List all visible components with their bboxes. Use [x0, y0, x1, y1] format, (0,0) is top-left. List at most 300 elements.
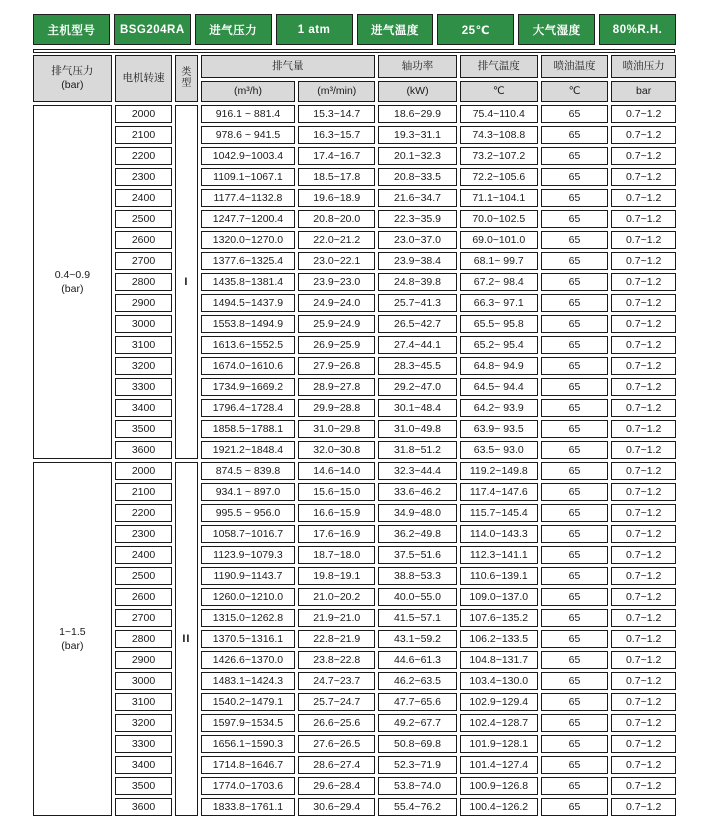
- table-row: [33, 462, 676, 480]
- oil-pressure-cell: 0.7~1.2: [611, 252, 676, 270]
- oil-temp-cell: 65: [541, 252, 609, 270]
- shaft-power-cell: 46.2~63.5: [378, 672, 457, 690]
- table-row: [33, 483, 676, 501]
- motor-speed-cell: 3000: [115, 672, 173, 690]
- air-delivery-m3min-cell: 23.0~22.1: [298, 252, 375, 270]
- oil-temp-cell: 65: [541, 567, 609, 585]
- intake-temp-value: 25℃: [437, 14, 514, 45]
- motor-speed-cell: 2200: [115, 504, 173, 522]
- air-delivery-m3min-cell: 18.7~18.0: [298, 546, 375, 564]
- motor-speed-cell: 3100: [115, 336, 173, 354]
- unit-celsius-oil: ℃: [541, 81, 609, 102]
- table-row: [33, 756, 676, 774]
- col-header-air-delivery: 排气量: [201, 55, 376, 78]
- discharge-temp-cell: 71.1~104.1: [460, 189, 538, 207]
- shaft-power-cell: 33.6~46.2: [378, 483, 457, 501]
- table-row: [33, 189, 676, 207]
- shaft-power-cell: 31.8~51.2: [378, 441, 457, 459]
- oil-pressure-cell: 0.7~1.2: [611, 105, 676, 123]
- table-row: [33, 567, 676, 585]
- air-delivery-m3h-cell: 1315.0~1262.8: [201, 609, 296, 627]
- oil-temp-cell: 65: [541, 420, 609, 438]
- discharge-pressure-unit: (bar): [61, 78, 84, 91]
- unit-bar: bar: [611, 81, 676, 102]
- motor-speed-cell: 3300: [115, 378, 173, 396]
- table-row: [33, 777, 676, 795]
- table-row: [33, 273, 676, 291]
- oil-pressure-cell: 0.7~1.2: [611, 777, 676, 795]
- table-row: [33, 798, 676, 816]
- table-row: [33, 420, 676, 438]
- motor-speed-cell: 3200: [115, 714, 173, 732]
- motor-speed-cell: 3500: [115, 777, 173, 795]
- discharge-temp-cell: 73.2~107.2: [460, 147, 538, 165]
- air-delivery-m3min-cell: 15.6~15.0: [298, 483, 375, 501]
- table-row: [33, 546, 676, 564]
- type-cell: I: [175, 105, 197, 459]
- air-delivery-m3min-cell: 25.7~24.7: [298, 693, 375, 711]
- air-delivery-m3h-cell: 1921.2~1848.4: [201, 441, 296, 459]
- oil-pressure-cell: 0.7~1.2: [611, 231, 676, 249]
- motor-speed-cell: 2100: [115, 483, 173, 501]
- col-header-shaft-power: 轴功率: [378, 55, 457, 78]
- discharge-temp-cell: 102.9~129.4: [460, 693, 538, 711]
- col-header-discharge-pressure: [33, 55, 112, 102]
- oil-temp-cell: 65: [541, 336, 609, 354]
- shaft-power-cell: 38.8~53.3: [378, 567, 457, 585]
- air-delivery-m3min-cell: 22.8~21.9: [298, 630, 375, 648]
- table-row: [33, 735, 676, 753]
- type-cell: II: [175, 462, 197, 816]
- oil-temp-cell: 65: [541, 399, 609, 417]
- shaft-power-cell: 37.5~51.6: [378, 546, 457, 564]
- oil-pressure-cell: 0.7~1.2: [611, 714, 676, 732]
- discharge-temp-cell: 63.5~ 93.0: [460, 441, 538, 459]
- oil-pressure-cell: 0.7~1.2: [611, 504, 676, 522]
- table-row: [33, 147, 676, 165]
- table-row: [33, 378, 676, 396]
- intake-pressure-value: 1 atm: [276, 14, 353, 45]
- shaft-power-cell: 47.7~65.6: [378, 693, 457, 711]
- air-delivery-m3h-cell: 1483.1~1424.3: [201, 672, 296, 690]
- intake-temp-label: 进气温度: [357, 14, 434, 45]
- oil-temp-cell: 65: [541, 504, 609, 522]
- oil-temp-cell: 65: [541, 357, 609, 375]
- oil-pressure-cell: 0.7~1.2: [611, 336, 676, 354]
- shaft-power-cell: 52.3~71.9: [378, 756, 457, 774]
- air-delivery-m3min-cell: 31.0~29.8: [298, 420, 375, 438]
- type-char-1: 类: [181, 67, 192, 78]
- air-delivery-m3h-cell: 1370.5~1316.1: [201, 630, 296, 648]
- humidity-value: 80%R.H.: [599, 14, 676, 45]
- oil-temp-cell: 65: [541, 168, 609, 186]
- air-delivery-m3h-cell: 1774.0~1703.6: [201, 777, 296, 795]
- shaft-power-cell: 41.5~57.1: [378, 609, 457, 627]
- air-delivery-m3min-cell: 19.8~19.1: [298, 567, 375, 585]
- shaft-power-cell: 22.3~35.9: [378, 210, 457, 228]
- air-delivery-m3h-cell: 1833.8~1761.1: [201, 798, 296, 816]
- discharge-temp-cell: 69.0~101.0: [460, 231, 538, 249]
- air-delivery-m3min-cell: 20.8~20.0: [298, 210, 375, 228]
- air-delivery-m3h-cell: 1058.7~1016.7: [201, 525, 296, 543]
- air-delivery-m3h-cell: 1190.9~1143.7: [201, 567, 296, 585]
- air-delivery-m3h-cell: 1123.9~1079.3: [201, 546, 296, 564]
- oil-pressure-cell: 0.7~1.2: [611, 273, 676, 291]
- oil-pressure-cell: 0.7~1.2: [611, 420, 676, 438]
- motor-speed-cell: 2900: [115, 651, 173, 669]
- shaft-power-cell: 32.3~44.4: [378, 462, 457, 480]
- motor-speed-cell: 2000: [115, 462, 173, 480]
- air-delivery-m3min-cell: 24.7~23.7: [298, 672, 375, 690]
- shaft-power-cell: 26.5~42.7: [378, 315, 457, 333]
- shaft-power-cell: 29.2~47.0: [378, 378, 457, 396]
- oil-temp-cell: 65: [541, 672, 609, 690]
- air-delivery-m3h-cell: 1656.1~1590.3: [201, 735, 296, 753]
- shaft-power-cell: 28.3~45.5: [378, 357, 457, 375]
- air-delivery-m3min-cell: 23.8~22.8: [298, 651, 375, 669]
- air-delivery-m3h-cell: 1042.9~1003.4: [201, 147, 296, 165]
- shaft-power-cell: 30.1~48.4: [378, 399, 457, 417]
- intake-pressure-label: 进气压力: [195, 14, 272, 45]
- discharge-temp-cell: 107.6~135.2: [460, 609, 538, 627]
- table-row: [33, 336, 676, 354]
- table-row: [33, 588, 676, 606]
- oil-temp-cell: 65: [541, 630, 609, 648]
- shaft-power-cell: 34.9~48.0: [378, 504, 457, 522]
- shaft-power-cell: 23.0~37.0: [378, 231, 457, 249]
- air-delivery-m3h-cell: 1494.5~1437.9: [201, 294, 296, 312]
- discharge-temp-cell: 112.3~141.1: [460, 546, 538, 564]
- motor-speed-cell: 3000: [115, 315, 173, 333]
- discharge-temp-cell: 64.2~ 93.9: [460, 399, 538, 417]
- motor-speed-cell: 3400: [115, 756, 173, 774]
- oil-temp-cell: 65: [541, 378, 609, 396]
- type-char-2: 型: [181, 77, 192, 89]
- discharge-temp-cell: 67.2~ 98.4: [460, 273, 538, 291]
- oil-pressure-cell: 0.7~1.2: [611, 798, 676, 816]
- air-delivery-m3min-cell: 27.9~26.8: [298, 357, 375, 375]
- oil-temp-cell: 65: [541, 126, 609, 144]
- motor-speed-cell: 3600: [115, 441, 173, 459]
- oil-pressure-cell: 0.7~1.2: [611, 399, 676, 417]
- pressure-range: 0.4~0.9: [54, 268, 91, 281]
- discharge-temp-cell: 103.4~130.0: [460, 672, 538, 690]
- oil-temp-cell: 65: [541, 651, 609, 669]
- oil-temp-cell: 65: [541, 441, 609, 459]
- oil-pressure-cell: 0.7~1.2: [611, 756, 676, 774]
- table-row: [33, 105, 676, 123]
- col-header-type: [175, 55, 197, 102]
- oil-pressure-cell: 0.7~1.2: [611, 525, 676, 543]
- air-delivery-m3min-cell: 15.3~14.7: [298, 105, 375, 123]
- air-delivery-m3min-cell: 32.0~30.8: [298, 441, 375, 459]
- air-delivery-m3min-cell: 18.5~17.8: [298, 168, 375, 186]
- table-row: [33, 399, 676, 417]
- oil-pressure-cell: 0.7~1.2: [611, 168, 676, 186]
- oil-temp-cell: 65: [541, 210, 609, 228]
- discharge-temp-cell: 106.2~133.5: [460, 630, 538, 648]
- discharge-pressure-label: 排气压力: [51, 65, 94, 78]
- shaft-power-cell: 36.2~49.8: [378, 525, 457, 543]
- oil-pressure-cell: 0.7~1.2: [611, 567, 676, 585]
- motor-speed-cell: 2200: [115, 147, 173, 165]
- shaft-power-cell: 40.0~55.0: [378, 588, 457, 606]
- oil-pressure-cell: 0.7~1.2: [611, 210, 676, 228]
- oil-pressure-cell: 0.7~1.2: [611, 462, 676, 480]
- discharge-temp-cell: 64.8~ 94.9: [460, 357, 538, 375]
- oil-temp-cell: 65: [541, 273, 609, 291]
- air-delivery-m3min-cell: 30.6~29.4: [298, 798, 375, 816]
- oil-pressure-cell: 0.7~1.2: [611, 588, 676, 606]
- air-delivery-m3min-cell: 27.6~26.5: [298, 735, 375, 753]
- table-row: [33, 210, 676, 228]
- air-delivery-m3h-cell: 1435.8~1381.4: [201, 273, 296, 291]
- air-delivery-m3min-cell: 17.4~16.7: [298, 147, 375, 165]
- air-delivery-m3min-cell: 19.6~18.9: [298, 189, 375, 207]
- air-delivery-m3min-cell: 28.6~27.4: [298, 756, 375, 774]
- air-delivery-m3min-cell: 16.6~15.9: [298, 504, 375, 522]
- table-row: [33, 630, 676, 648]
- shaft-power-cell: 20.1~32.3: [378, 147, 457, 165]
- oil-pressure-cell: 0.7~1.2: [611, 609, 676, 627]
- table-row: [33, 651, 676, 669]
- shaft-power-cell: 43.1~59.2: [378, 630, 457, 648]
- pressure-range: 1~1.5: [59, 625, 86, 638]
- pressure-unit: (bar): [61, 640, 84, 652]
- motor-speed-cell: 3500: [115, 420, 173, 438]
- discharge-temp-cell: 68.1~ 99.7: [460, 252, 538, 270]
- oil-pressure-cell: 0.7~1.2: [611, 546, 676, 564]
- air-delivery-m3h-cell: 916.1 ~ 881.4: [201, 105, 296, 123]
- motor-speed-cell: 2600: [115, 588, 173, 606]
- table-row: [33, 357, 676, 375]
- air-delivery-m3h-cell: 1858.5~1788.1: [201, 420, 296, 438]
- shaft-power-cell: 55.4~76.2: [378, 798, 457, 816]
- discharge-temp-cell: 70.0~102.5: [460, 210, 538, 228]
- col-header-motor-speed: 电机转速: [115, 55, 173, 102]
- air-delivery-m3h-cell: 1320.0~1270.0: [201, 231, 296, 249]
- air-delivery-m3h-cell: 1247.7~1200.4: [201, 210, 296, 228]
- air-delivery-m3h-cell: 995.5 ~ 956.0: [201, 504, 296, 522]
- oil-pressure-cell: 0.7~1.2: [611, 693, 676, 711]
- discharge-temp-cell: 100.9~126.8: [460, 777, 538, 795]
- discharge-temp-cell: 74.3~108.8: [460, 126, 538, 144]
- motor-speed-cell: 2300: [115, 525, 173, 543]
- table-row: [33, 672, 676, 690]
- oil-temp-cell: 65: [541, 693, 609, 711]
- motor-speed-cell: 2100: [115, 126, 173, 144]
- host-model-value: BSG204RA: [114, 14, 191, 45]
- unit-kw: (kW): [378, 81, 457, 102]
- top-header-row: [33, 14, 676, 45]
- unit-m3h: (m³/h): [201, 81, 296, 102]
- discharge-temp-cell: 104.8~131.7: [460, 651, 538, 669]
- shaft-power-cell: 49.2~67.7: [378, 714, 457, 732]
- motor-speed-cell: 3200: [115, 357, 173, 375]
- table-row: [33, 525, 676, 543]
- air-delivery-m3h-cell: 1734.9~1669.2: [201, 378, 296, 396]
- oil-temp-cell: 65: [541, 777, 609, 795]
- oil-pressure-cell: 0.7~1.2: [611, 315, 676, 333]
- air-delivery-m3h-cell: 1553.8~1494.9: [201, 315, 296, 333]
- air-delivery-m3min-cell: 21.0~20.2: [298, 588, 375, 606]
- oil-temp-cell: 65: [541, 294, 609, 312]
- oil-temp-cell: 65: [541, 483, 609, 501]
- air-delivery-m3min-cell: 29.9~28.8: [298, 399, 375, 417]
- table-row: [33, 252, 676, 270]
- motor-speed-cell: 2800: [115, 630, 173, 648]
- motor-speed-cell: 2400: [115, 189, 173, 207]
- table-row: [33, 294, 676, 312]
- pressure-group-cell: [33, 105, 112, 459]
- discharge-temp-cell: 109.0~137.0: [460, 588, 538, 606]
- air-delivery-m3h-cell: 1377.6~1325.4: [201, 252, 296, 270]
- oil-temp-cell: 65: [541, 147, 609, 165]
- oil-pressure-cell: 0.7~1.2: [611, 357, 676, 375]
- shaft-power-cell: 25.7~41.3: [378, 294, 457, 312]
- air-delivery-m3h-cell: 1260.0~1210.0: [201, 588, 296, 606]
- discharge-temp-cell: 63.9~ 93.5: [460, 420, 538, 438]
- air-delivery-m3h-cell: 1426.6~1370.0: [201, 651, 296, 669]
- discharge-temp-cell: 117.4~147.6: [460, 483, 538, 501]
- air-delivery-m3h-cell: 1674.0~1610.6: [201, 357, 296, 375]
- shaft-power-cell: 20.8~33.5: [378, 168, 457, 186]
- table-row: [33, 168, 676, 186]
- oil-temp-cell: 65: [541, 189, 609, 207]
- air-delivery-m3h-cell: 978.6 ~ 941.5: [201, 126, 296, 144]
- discharge-temp-cell: 119.2~149.8: [460, 462, 538, 480]
- table-row: [33, 693, 676, 711]
- air-delivery-m3min-cell: 14.6~14.0: [298, 462, 375, 480]
- discharge-temp-cell: 110.6~139.1: [460, 567, 538, 585]
- oil-pressure-cell: 0.7~1.2: [611, 483, 676, 501]
- motor-speed-cell: 2800: [115, 273, 173, 291]
- unit-m3min: (m³/min): [298, 81, 375, 102]
- shaft-power-cell: 19.3~31.1: [378, 126, 457, 144]
- air-delivery-m3h-cell: 1796.4~1728.4: [201, 399, 296, 417]
- oil-pressure-cell: 0.7~1.2: [611, 630, 676, 648]
- oil-pressure-cell: 0.7~1.2: [611, 735, 676, 753]
- oil-pressure-cell: 0.7~1.2: [611, 672, 676, 690]
- motor-speed-cell: 3600: [115, 798, 173, 816]
- air-delivery-m3min-cell: 25.9~24.9: [298, 315, 375, 333]
- discharge-temp-cell: 114.0~143.3: [460, 525, 538, 543]
- motor-speed-cell: 3300: [115, 735, 173, 753]
- motor-speed-cell: 3100: [115, 693, 173, 711]
- shaft-power-cell: 23.9~38.4: [378, 252, 457, 270]
- shaft-power-cell: 50.8~69.8: [378, 735, 457, 753]
- discharge-temp-cell: 102.4~128.7: [460, 714, 538, 732]
- unit-celsius-discharge: ℃: [460, 81, 538, 102]
- air-delivery-m3min-cell: 16.3~15.7: [298, 126, 375, 144]
- air-delivery-m3min-cell: 23.9~23.0: [298, 273, 375, 291]
- pressure-group-cell: [33, 462, 112, 816]
- discharge-temp-cell: 66.3~ 97.1: [460, 294, 538, 312]
- air-delivery-m3min-cell: 26.9~25.9: [298, 336, 375, 354]
- air-delivery-m3min-cell: 24.9~24.0: [298, 294, 375, 312]
- table-row: [33, 441, 676, 459]
- shaft-power-cell: 21.6~34.7: [378, 189, 457, 207]
- host-model-label: 主机型号: [33, 14, 110, 45]
- oil-temp-cell: 65: [541, 714, 609, 732]
- table-row: [33, 609, 676, 627]
- discharge-temp-cell: 65.2~ 95.4: [460, 336, 538, 354]
- table-row: [33, 714, 676, 732]
- air-delivery-m3h-cell: 934.1 ~ 897.0: [201, 483, 296, 501]
- discharge-temp-cell: 75.4~110.4: [460, 105, 538, 123]
- motor-speed-cell: 2500: [115, 567, 173, 585]
- pressure-unit: (bar): [61, 283, 84, 295]
- discharge-temp-cell: 72.2~105.6: [460, 168, 538, 186]
- motor-speed-cell: 2500: [115, 210, 173, 228]
- air-delivery-m3h-cell: 1613.6~1552.5: [201, 336, 296, 354]
- oil-pressure-cell: 0.7~1.2: [611, 189, 676, 207]
- motor-speed-cell: 2000: [115, 105, 173, 123]
- discharge-temp-cell: 115.7~145.4: [460, 504, 538, 522]
- discharge-temp-cell: 101.4~127.4: [460, 756, 538, 774]
- oil-temp-cell: 65: [541, 546, 609, 564]
- oil-temp-cell: 65: [541, 315, 609, 333]
- table-row: [33, 126, 676, 144]
- oil-pressure-cell: 0.7~1.2: [611, 378, 676, 396]
- air-delivery-m3h-cell: 1177.4~1132.8: [201, 189, 296, 207]
- air-delivery-m3h-cell: 1540.2~1479.1: [201, 693, 296, 711]
- discharge-temp-cell: 65.5~ 95.8: [460, 315, 538, 333]
- motor-speed-cell: 2300: [115, 168, 173, 186]
- motor-speed-cell: 2700: [115, 252, 173, 270]
- air-delivery-m3min-cell: 22.0~21.2: [298, 231, 375, 249]
- spec-table: [30, 52, 679, 819]
- oil-temp-cell: 65: [541, 231, 609, 249]
- shaft-power-cell: 31.0~49.8: [378, 420, 457, 438]
- table-row: [33, 504, 676, 522]
- motor-speed-cell: 2700: [115, 609, 173, 627]
- shaft-power-cell: 27.4~44.1: [378, 336, 457, 354]
- oil-temp-cell: 65: [541, 525, 609, 543]
- air-delivery-m3min-cell: 28.9~27.8: [298, 378, 375, 396]
- shaft-power-cell: 24.8~39.8: [378, 273, 457, 291]
- air-delivery-m3h-cell: 874.5 ~ 839.8: [201, 462, 296, 480]
- oil-temp-cell: 65: [541, 798, 609, 816]
- humidity-label: 大气湿度: [518, 14, 595, 45]
- shaft-power-cell: 18.6~29.9: [378, 105, 457, 123]
- air-delivery-m3h-cell: 1109.1~1067.1: [201, 168, 296, 186]
- air-delivery-m3min-cell: 26.6~25.6: [298, 714, 375, 732]
- motor-speed-cell: 3400: [115, 399, 173, 417]
- oil-pressure-cell: 0.7~1.2: [611, 294, 676, 312]
- shaft-power-cell: 53.8~74.0: [378, 777, 457, 795]
- oil-pressure-cell: 0.7~1.2: [611, 126, 676, 144]
- oil-pressure-cell: 0.7~1.2: [611, 651, 676, 669]
- table-row: [33, 315, 676, 333]
- oil-pressure-cell: 0.7~1.2: [611, 441, 676, 459]
- table-row: [33, 231, 676, 249]
- col-header-discharge-temp: 排气温度: [460, 55, 538, 78]
- air-delivery-m3min-cell: 17.6~16.9: [298, 525, 375, 543]
- oil-pressure-cell: 0.7~1.2: [611, 147, 676, 165]
- shaft-power-cell: 44.6~61.3: [378, 651, 457, 669]
- col-header-oil-pressure: 喷油压力: [611, 55, 676, 78]
- oil-temp-cell: 65: [541, 609, 609, 627]
- discharge-temp-cell: 100.4~126.2: [460, 798, 538, 816]
- oil-temp-cell: 65: [541, 735, 609, 753]
- air-delivery-m3min-cell: 29.6~28.4: [298, 777, 375, 795]
- motor-speed-cell: 2600: [115, 231, 173, 249]
- oil-temp-cell: 65: [541, 588, 609, 606]
- col-header-oil-temp: 喷油温度: [541, 55, 609, 78]
- air-delivery-m3min-cell: 21.9~21.0: [298, 609, 375, 627]
- air-delivery-m3h-cell: 1597.9~1534.5: [201, 714, 296, 732]
